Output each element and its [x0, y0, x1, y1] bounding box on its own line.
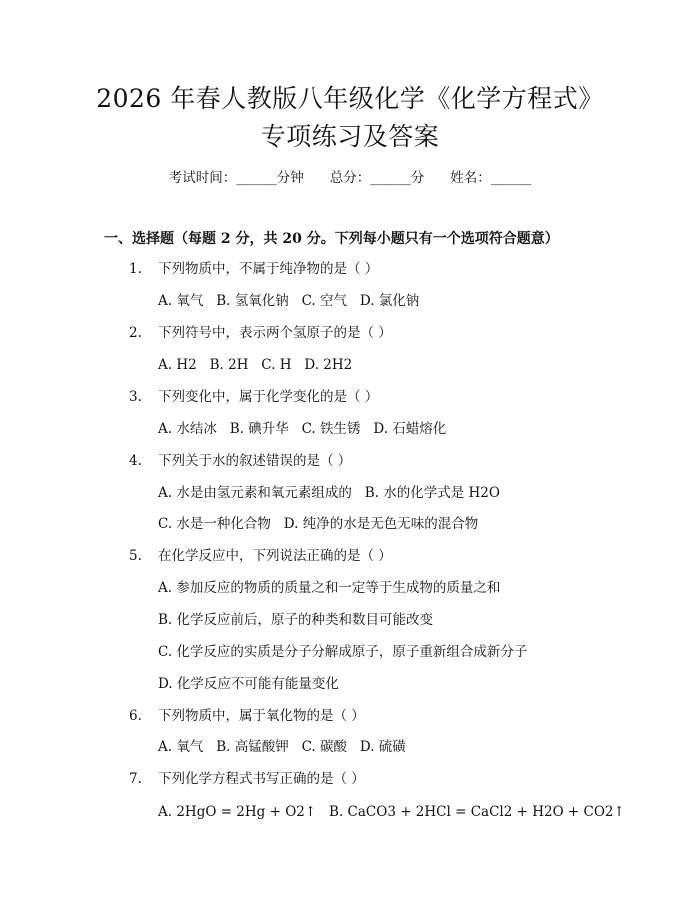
page-subtitle: 专项练习及答案: [260, 122, 440, 151]
question-text: 下列符号中，表示两个氢原子的是（ ）: [158, 325, 392, 341]
question-number: 4.: [129, 453, 142, 469]
option-line: A. 水是由氢元素和氧元素组成的 B. 水的化学式是 H2O: [158, 485, 500, 501]
question-number: 2.: [129, 325, 142, 341]
student-name-field: 姓名：______: [450, 170, 532, 186]
question-number: 3.: [129, 389, 142, 405]
option-line: A. 氧气 B. 高锰酸钾 C. 碳酸 D. 硫磺: [158, 739, 406, 755]
question-text: 下列变化中，属于化学变化的是（ ）: [158, 389, 379, 405]
option-line: D. 化学反应不可能有能量变化: [158, 676, 339, 692]
question-text: 下列关于水的叙述错误的是（ ）: [158, 453, 352, 469]
question-number: 5.: [129, 548, 142, 564]
question-number: 7.: [129, 771, 142, 787]
option-line: C. 化学反应的实质是分子分解成原子，原子重新组合成新分子: [158, 644, 528, 660]
option-line: A. 水结冰 B. 碘升华 C. 铁生锈 D. 石蜡熔化: [158, 421, 447, 437]
section-title-choice: 一、选择题（每题 2 分，共 20 分。下列每小题只有一个选项符合题意）: [104, 231, 559, 247]
exam-time-field: 考试时间：______分钟: [168, 170, 304, 186]
question-text: 下列化学方程式书写正确的是（ ）: [158, 771, 365, 787]
question-text: 在化学反应中，下列说法正确的是（ ）: [158, 548, 392, 564]
option-line: A. 参加反应的物质的质量之和一定等于生成物的质量之和: [158, 580, 501, 596]
question-text: 下列物质中，属于氧化物的是（ ）: [158, 708, 365, 724]
question-number: 1.: [129, 261, 142, 277]
option-line: A. 氧气 B. 氢氧化钠 C. 空气 D. 氯化钠: [158, 293, 420, 309]
page-title: 2026 年春人教版八年级化学《化学方程式》: [96, 84, 604, 113]
exam-info: [0, 168, 700, 188]
total-score-field: 总分：______分: [329, 170, 425, 186]
option-line: C. 水是一种化合物 D. 纯净的水是无色无味的混合物: [158, 516, 479, 532]
question-number: 6.: [129, 708, 142, 724]
option-line: A. 2HgO = 2Hg + O2↑ B. CaCO3 + 2HCl = CaCl2 + H2O + CO2↑: [158, 804, 625, 820]
question-text: 下列物质中，不属于纯净物的是（ ）: [158, 261, 379, 277]
option-line: A. H2 B. 2H C. H D. 2H2: [158, 357, 353, 373]
option-line: B. 化学反应前后，原子的种类和数目可能改变: [158, 612, 434, 628]
